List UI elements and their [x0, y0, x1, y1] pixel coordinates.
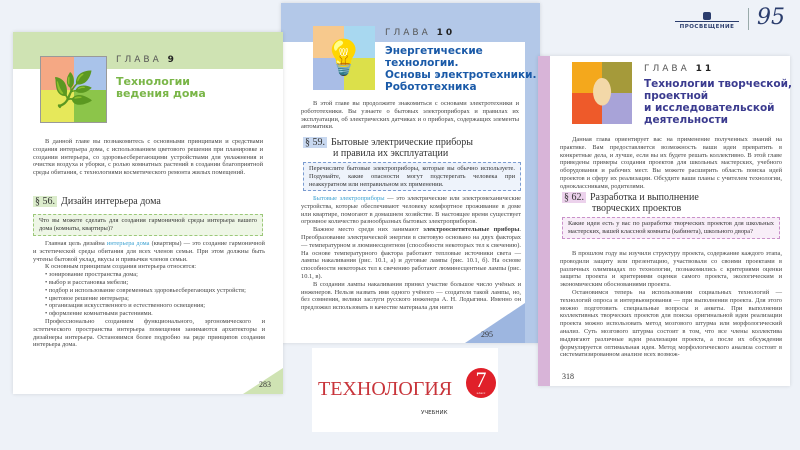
- chapter-title: Технологии ведения дома: [116, 75, 206, 100]
- question-box: Какие идеи есть у вас по разработке творческих проектов для школьных мастерских, вашей классной комнаты (кабинета), школьного двора?: [562, 217, 780, 239]
- page-chapter-10: [281, 3, 540, 343]
- page-number: 295: [481, 330, 493, 339]
- chapter-intro: Данная глава ориентирует вас на применение полученных знаний на практике. Вам предоставляется возможность ваши идеи превратить в конкретные дела, и лучше, если вы их будете решать коллективно. В этой главе приведены примеры создания проектов для школьных мастерских, учебного оборудования и рабочих мест. Вы можете расширить область поиска идей проектов и сферу их реализации. Обсудите ваши планы с учителем технологии, одноклассниками, родителями.: [560, 136, 782, 190]
- wooden-figure-icon: ⬮: [572, 62, 632, 124]
- page-chapter-11: [538, 56, 790, 386]
- grade-badge: 7 класс: [466, 368, 496, 398]
- textbook-cover-logo: [312, 348, 498, 432]
- section-heading: § 59. Бытовые электрические приборы и правила их эксплуатации: [305, 137, 474, 159]
- desk-lamp-icon: 💡: [313, 26, 375, 90]
- chapter-intro: В данной главе вы познакомитесь с основными принципами и средствами создания интерьера дома, с использованием цветового решения при планировке и создании интерьера, со здоровьесберегающими устройствами для увлажнения и очистки воздуха и уборки, с ролью комнатных растений в создании благоприятной среды обитания, с технологиями косметического ремонта жилых помещений.: [33, 138, 263, 177]
- cover-subtitle: УЧЕБНИК: [421, 410, 448, 416]
- question-box: Перечислите бытовые электроприборы, которые вы обычно используете. Подумайте, какие опасности могут подстерегать человека при неаккуратном или неправильном их применении.: [303, 162, 521, 191]
- chapter-intro: В этой главе вы продолжите знакомиться с основами электротехники и робототехники. Вы узнаете о бытовых электроприборах и правилах их эксплуатации, об электрических датчиках и о приборах, содержащих элементы автоматики.: [301, 100, 519, 131]
- page-chapter-9: [13, 32, 283, 394]
- body-text: В прошлом году вы изучили структуру проекта, содержание каждого этапа, проводили защиту или презентацию, участвовали со своими проектами в различных олимпиадах по технологии, познакомились с критериями оценки защиты проекта и критериями оценки самого проекта, экологическим и экономическим обоснованиями проекта. Остановимся теперь на использовании социальных технологий — технологий опроса и интервьюирования — при выполнении проекта. Для этого можно подготовить специальные вопросы и анкеты. При выполнении коллективных творческих проектов для поиска оригинальной идеи реализации проекта можно использовать метод мозгового штурма или морфологический анализ. Суть мозгового штурма состоит в том, что все члены коллектива выдвигают различные идеи реализации проекта, а после их обсуждения формулируется оптимальная идея. Метод морфологического анализа состоит в систематизированном анализе всех возмож-: [560, 250, 782, 359]
- publisher-logo: ПРОСВЕЩЕНИЕ: [675, 12, 739, 30]
- chapter-title: Технологии творческой, проектной и исследовательской деятельности: [644, 78, 792, 126]
- section-heading: § 56. Дизайн интерьера дома: [35, 196, 161, 207]
- body-text: Главная цель дизайна интерьера дома (квартиры) — это создание гармоничной и эстетической среды обитания для всех членов семьи. При этом должны быть учтены бытовой уклад, вкусы и привычки членов семьи. К основным принципам создания интерьера относятся: • зонирование пространства дома; • выбор и расстановка мебели; • подбор и использование современных здоровьесберегающих устройств; • цветовое решение интерьера; • организация искусственного и естественного освещения; • оформление комнатными растениями. Профессионально созданием функционального, эргономического и эстетического пространства интерьера помещения занимаются архитекторы и дизайнеры интерьера. Остановимся более подробно на ряде принципов создания интерьера дома.: [33, 240, 265, 349]
- chapter-label: ГЛАВА 11: [644, 64, 715, 74]
- chapter-label: ГЛАВА 10: [385, 28, 456, 38]
- anniversary-logo: 95: [757, 5, 785, 30]
- house-plant-icon: 🌿: [40, 56, 107, 123]
- chapter-title: Энергетические технологии. Основы электротехники. Робототехника: [385, 45, 537, 93]
- section-heading: § 62. Разработка и выполнение творческих проектов: [564, 192, 699, 214]
- body-text: Бытовые электроприборы — это электрические или электромеханические устройства, которые обеспечивают человеку комфортное проживание в доме или квартире, помогают в домашнем хозяйстве. В настоящее время существует огромное количество разнообразных бытовых электроприборов. Важное место среди них занимают электроосветительные приборы. Преобразование электрической энергии в световую основано на двух факторах — температурном и люминесцентном (способности некоторых тел к свечению). На основе температурного фактора работают тепловые источники света — лампы накаливания (рис. 10.1, а) и дуговые лампы (рис. 10.1, б). На основе способности некоторых тел к свечению работают люминесцентные лампы (рис. 10.1, в). В создании лампы накаливания принял участие большое число учёных и инженеров. Нельзя назвать имя одного учёного — создателя такой лампы, но, без сомнения, велики заслуги русского инженера А. Н. Лодыгина. Именно он предложил использовать в качестве материала для нити: [301, 195, 522, 312]
- cover-title: ТЕХНОЛОГИЯ: [318, 378, 453, 400]
- chapter-label: ГЛАВА 9: [116, 55, 177, 65]
- question-box: Что вы можете сделать для создания гармоничной среды интерьера вашего дома (комнаты, квартиры)?: [33, 214, 263, 236]
- page-number: 318: [562, 372, 574, 381]
- page-number: 283: [259, 380, 271, 389]
